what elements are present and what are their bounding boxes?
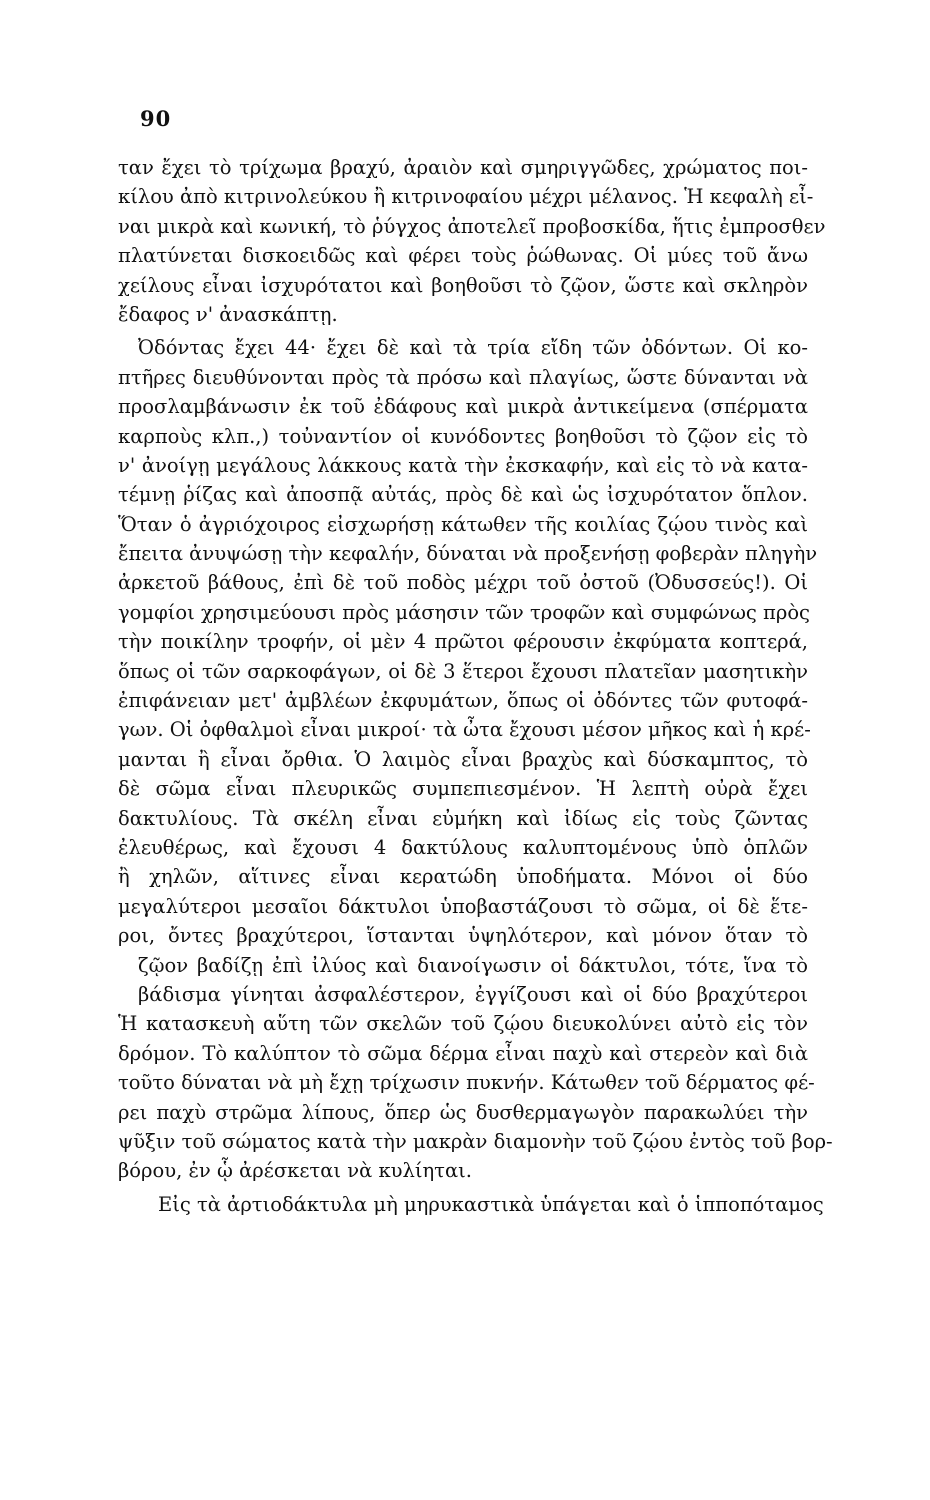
text-line: κίλου ἀπὸ κιτρινολεύκου ἢ κιτρινοφαίου μέχρι μέλανος. Ἡ κεφαλὴ εἶ- xyxy=(118,185,814,209)
text-line: προσλαμβάνωσιν ἐκ τοῦ ἐδάφους καὶ μικρὰ ἀντικείμενα (σπέρματα xyxy=(118,395,808,419)
text-line: τέμνῃ ῥίζας καὶ ἀποσπᾷ αὐτάς, πρὸς δὲ καὶ ὡς ἰσχυρότατον ὅπλον. xyxy=(118,483,808,507)
body-text xyxy=(118,153,833,1219)
text-line: βόρου, ἐν ᾧ ἀρέσκεται νὰ κυλίηται. xyxy=(118,1159,472,1183)
text-line: Ὅταν ὁ ἀγριόχοιρος εἰσχωρήσῃ κάτωθεν τῆς κοιλίας ζῴου τινὸς καὶ xyxy=(118,512,808,536)
text-line: ναι μικρὰ καὶ κωνική, τὸ ῥύγχος ἀποτελεῖ προβοσκίδα, ἥτις ἐμπροσθεν xyxy=(118,214,826,238)
text-line: πλατύνεται δισκοειδῶς καὶ φέρει τοὺς ῥώθωνας. Οἱ μύες τοῦ ἄνω xyxy=(118,244,808,268)
text-line: ἀρκετοῦ βάθους, ἐπὶ δὲ τοῦ ποδὸς μέχρι τοῦ ὀστοῦ (Ὀδυσσεύς!). Οἱ xyxy=(118,571,808,595)
page-number: 90 xyxy=(140,106,172,131)
text-line: ψῦξιν τοῦ σώματος κατὰ τὴν μακρὰν διαμονὴν τοῦ ζῴου ἐντὸς τοῦ βορ- xyxy=(118,1129,833,1153)
text-line: τὴν ποικίλην τροφήν, οἱ μὲν 4 πρῶτοι φέρουσιν ἐκφύματα κοπτερά, xyxy=(118,630,808,654)
text-line: ζῷον βαδίζῃ ἐπὶ ἰλύος καὶ διανοίγωσιν οἱ δάκτυλοι, τότε, ἵνα τὸ xyxy=(138,953,808,977)
text-line: δὲ σῶμα εἶναι πλευρικῶς συμπεπιεσμένον. Ἡ λεπτὴ οὐρὰ ἔχει xyxy=(118,777,808,801)
text-line: ρει παχὺ στρῶμα λίπους, ὅπερ ὡς δυσθερμαγωγὸν παρακωλύει τὴν xyxy=(118,1100,808,1124)
text-line: ἢ χηλῶν, αἵτινες εἶναι κερατώδη ὑποδήματα. Μόνοι οἱ δύο xyxy=(118,865,808,889)
text-line: πτῆρες διευθύνονται πρὸς τὰ πρόσω καὶ πλαγίως, ὥστε δύνανται νὰ xyxy=(118,365,808,389)
text-line: γομφίοι χρησιμεύουσι πρὸς μάσησιν τῶν τροφῶν καὶ συμφώνως πρὸς xyxy=(118,600,810,624)
text-line: ταν ἔχει τὸ τρίχωμα βραχύ, ἀραιὸν καὶ σμηριγγῶδες, χρώματος ποι- xyxy=(118,156,808,179)
text-line: μανται ἢ εἶναι ὄρθια. Ὁ λαιμὸς εἶναι βραχὺς καὶ δύσκαμπτος, τὸ xyxy=(118,747,808,771)
text-line: ὅπως οἱ τῶν σαρκοφάγων, οἱ δὲ 3 ἕτεροι ἔχουσι πλατεῖαν μασητικὴν xyxy=(118,659,808,683)
text-line: χείλους εἶναι ἰσχυρότατοι καὶ βοηθοῦσι τὸ ζῷον, ὥστε καὶ σκληρὸν xyxy=(118,273,808,297)
text-line: Εἰς τὰ ἀρτιοδάκτυλα μὴ μηρυκαστικὰ ὑπάγεται καὶ ὁ ἱπποπόταμος xyxy=(158,1192,824,1216)
text-line: δακτυλίους. Τὰ σκέλη εἶναι εὐμήκη καὶ ἰδίως εἰς τοὺς ζῶντας xyxy=(118,806,808,830)
text-line: τοῦτο δύναται νὰ μὴ ἔχῃ τρίχωσιν πυκνήν. Κάτωθεν τοῦ δέρματος φέ- xyxy=(118,1071,815,1095)
text-line: καρποὺς κλπ.,) τοὐναντίον οἱ κυνόδοντες βοηθοῦσι τὸ ζῷον εἰς τὸ xyxy=(118,424,808,448)
text-line: βάδισμα γίνηται ἀσφαλέστερον, ἐγγίζουσι καὶ οἱ δύο βραχύτεροι xyxy=(138,982,808,1006)
text-line: Ὀδόντας ἔχει 44· ἔχει δὲ καὶ τὰ τρία εἴδη τῶν ὀδόντων. Οἱ κο- xyxy=(138,336,808,360)
text-line: ἐλευθέρως, καὶ ἔχουσι 4 δακτύλους καλυπτομένους ὑπὸ ὁπλῶν xyxy=(118,835,808,859)
text-line: Ἡ κατασκευὴ αὕτη τῶν σκελῶν τοῦ ζῴου διευκολύνει αὐτὸ εἰς τὸν xyxy=(118,1012,808,1036)
text-line: ροι, ὄντες βραχύτεροι, ἵστανται ὑψηλότερον, καὶ μόνον ὅταν τὸ xyxy=(118,924,808,948)
text-line: ἐπιφάνειαν μετ' ἀμβλέων ἐκφυμάτων, ὅπως οἱ ὀδόντες τῶν φυτοφά- xyxy=(118,689,808,713)
text-line: ν' ἀνοίγῃ μεγάλους λάκκους κατὰ τὴν ἐκσκαφήν, καὶ εἰς τὸ νὰ κατα- xyxy=(118,453,808,477)
text-line: ἔπειτα ἀνυψώσῃ τὴν κεφαλήν, δύναται νὰ προξενήσῃ φοβερὰν πληγὴν xyxy=(118,542,818,566)
text-line: δρόμον. Τὸ καλύπτον τὸ σῶμα δέρμα εἶναι παχὺ καὶ στερεὸν καὶ διὰ xyxy=(118,1041,808,1065)
text-line: ἔδαφος ν' ἀνασκάπτῃ. xyxy=(118,302,338,326)
text-line: μεγαλύτεροι μεσαῖοι δάκτυλοι ὑποβαστάζουσι τὸ σῶμα, οἱ δὲ ἕτε- xyxy=(118,894,808,918)
text-line: γων. Οἱ ὀφθαλμοὶ εἶναι μικροί· τὰ ὦτα ἔχουσι μέσον μῆκος καὶ ἡ κρέ- xyxy=(118,718,811,742)
